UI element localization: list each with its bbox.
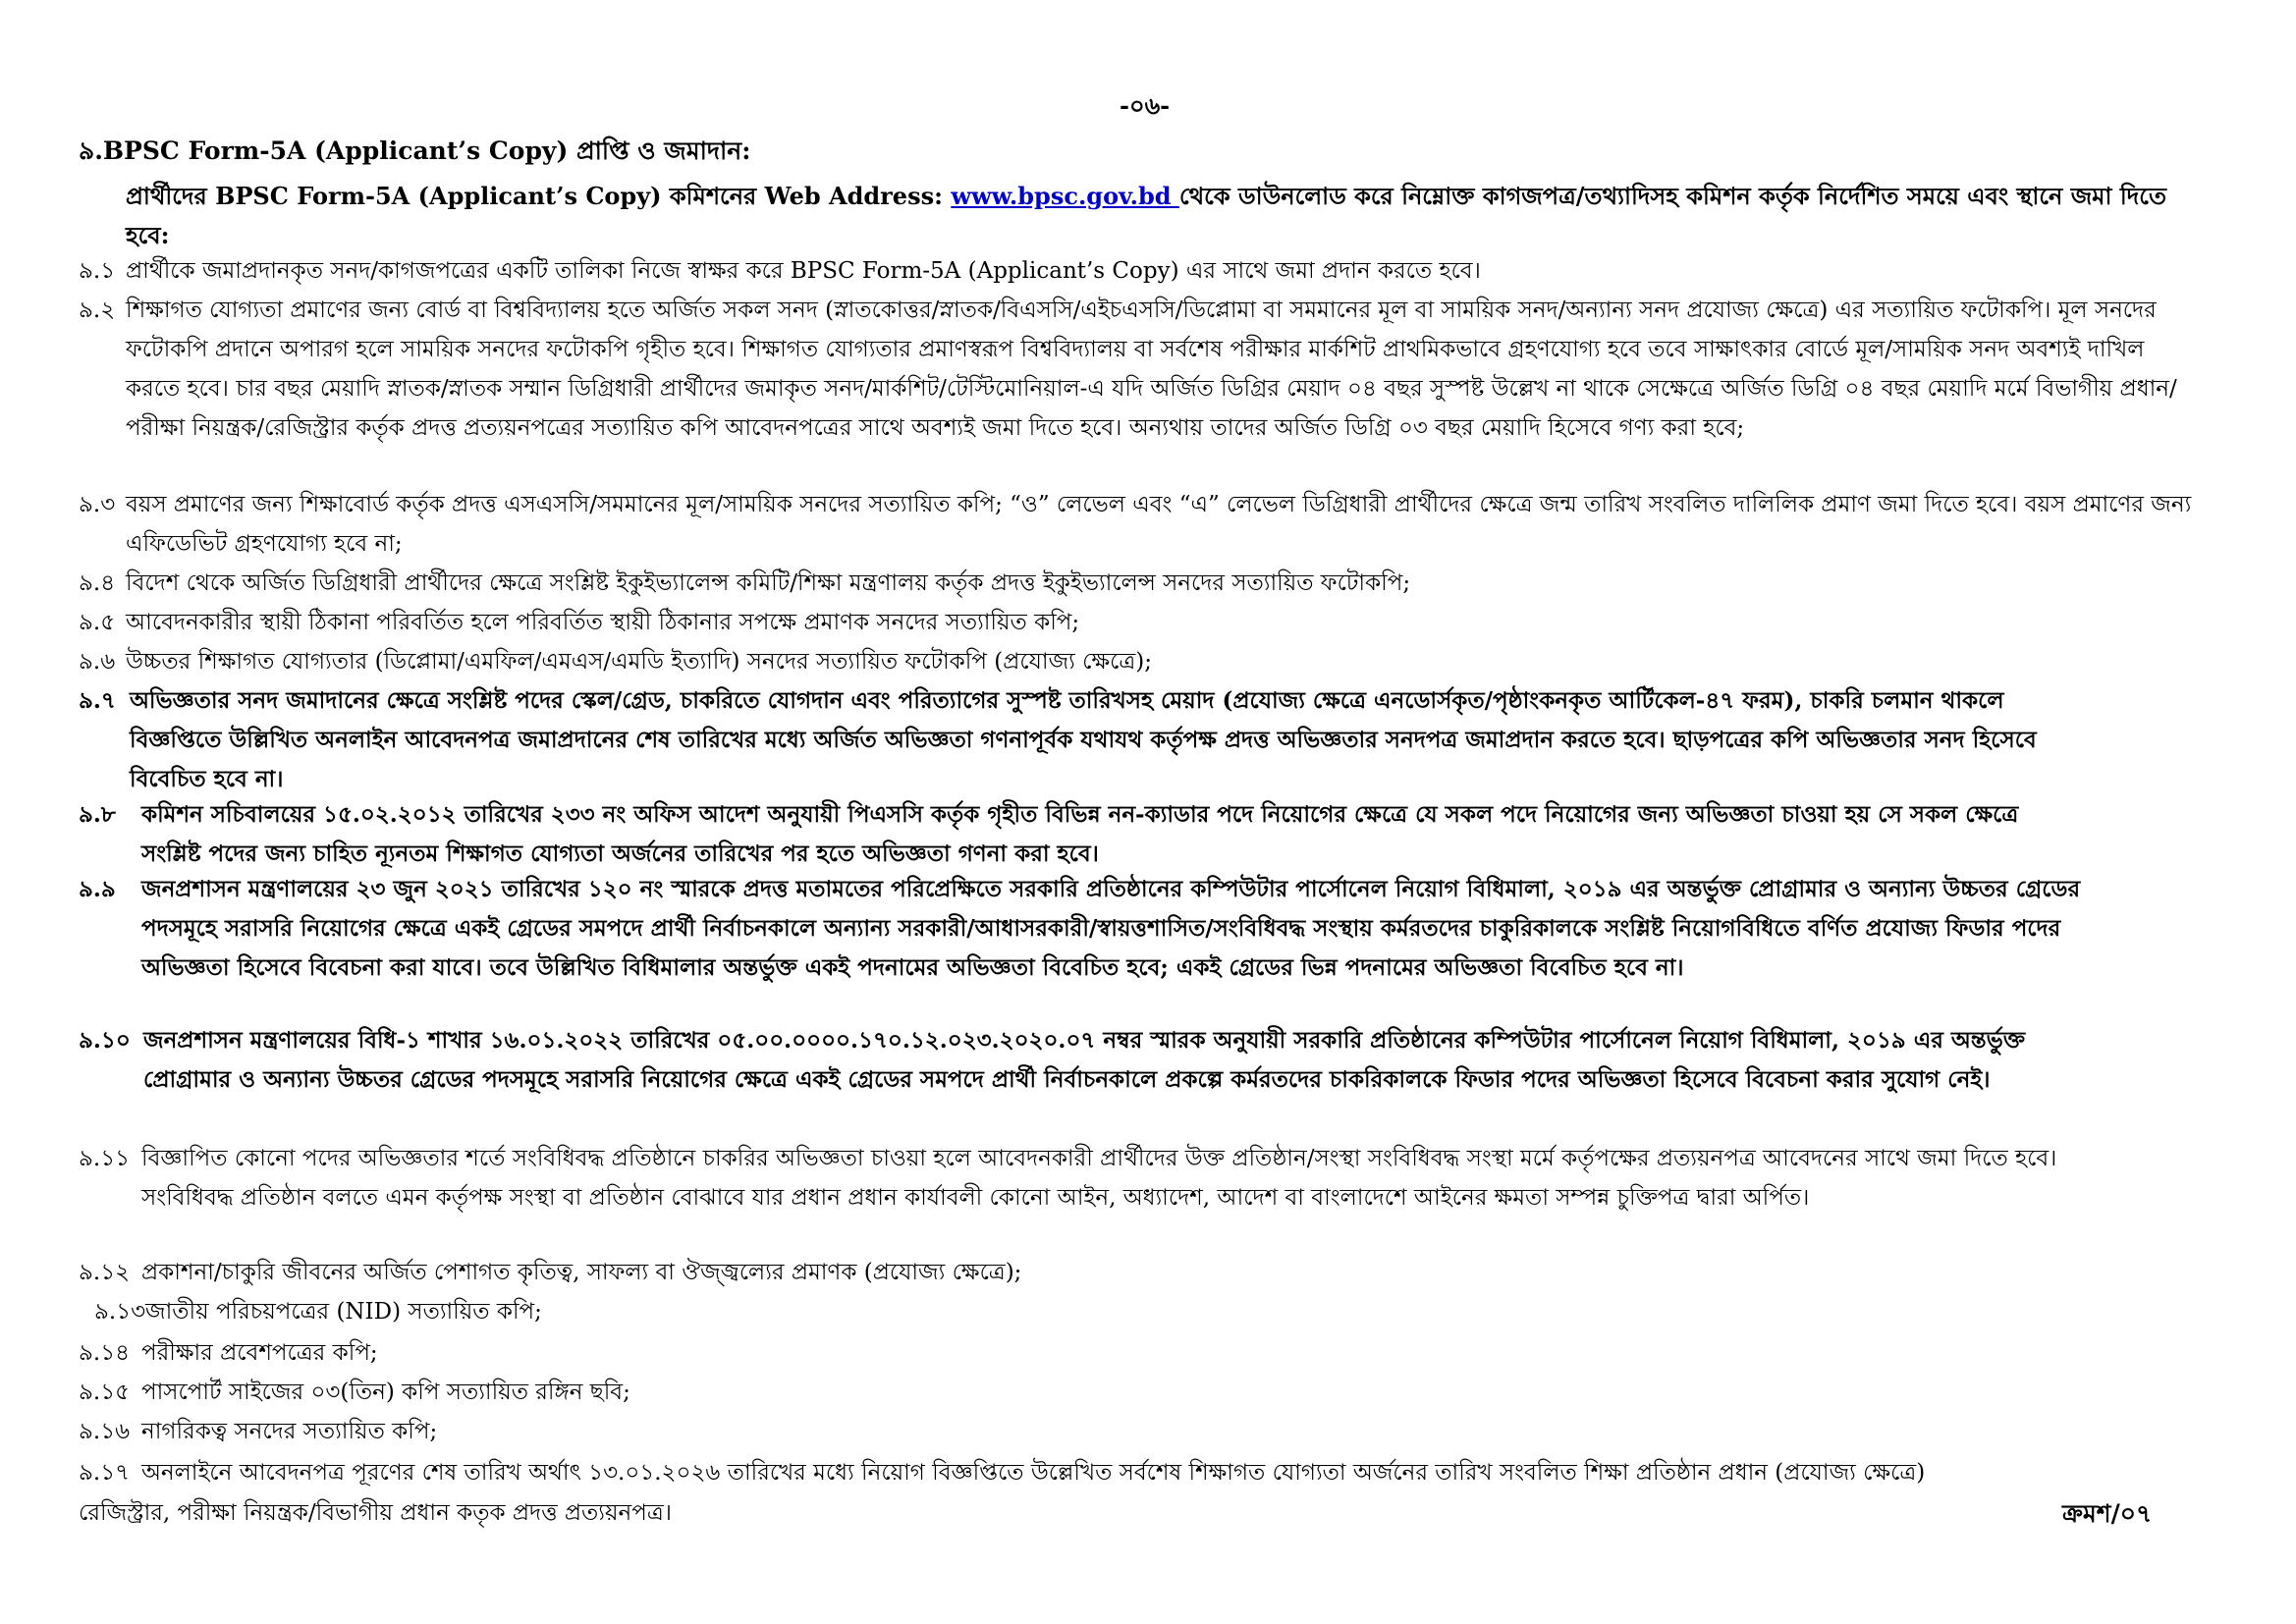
item-text: অভিজ্ঞতার সনদ জমাদানের ক্ষেত্রে সংশ্লিষ্ট পদের স্কেল/গ্রেড, চাকরিতে যোগদান এবং পরিত্যাগের সুস্পষ্ট তারিখসহ মেয়াদ (প্রযোজ্য ক্ষেত্রে এনডোর্সকৃত/পৃষ্ঠাংকনকৃত আর্টিকেল-৪৭ ফরম), চাকরি চলমান থাকলে বিজ্ঞপ্তিতে উল্লিখিত অনলাইন আবেদনপত্র জমাপ্রদানের শেষ তারিখের মধ্যে অর্জিত অভিজ্ঞতা গণনাপূর্বক যথাযথ কর্তৃপক্ষ প্রদত্ত অভিজ্ঞতার সনদপত্র জমাপ্রদান করতে হবে। ছাড়পত্রের কপি অভিজ্ঞতার সনদ হিসেবে বিবেচিত হবে না।	[130, 687, 2037, 792]
item-text: বিজ্ঞাপিত কোনো পদের অভিজ্ঞতার শর্তে সংবিধিবদ্ধ প্রতিষ্ঠানে চাকরির অভিজ্ঞতা চাওয়া হলে আবেদনকারী প্রার্থীদের উক্ত প্রতিষ্ঠান/সংস্থা সংবিধিবদ্ধ সংস্থা মর্মে কর্তৃপক্ষের প্রত্যয়নপত্র আবেদনের সাথে জমা দিতে হবে। সংবিধিবদ্ধ প্রতিষ্ঠান বলতে এমন কর্তৃপক্ষ সংস্থা বা প্রতিষ্ঠান বোঝাবে যার প্রধান প্রধান কার্যাবলী কোনো আইন, অধ্যাদেশ, আদেশ বা বাংলাদেশে আইনের ক্ষমতা সম্পন্ন চুক্তিপত্র দ্বারা অর্পিত।	[141, 1146, 2057, 1211]
list-item	[79, 681, 2082, 799]
item-text: জনপ্রশাসন মন্ত্রণালয়ের ২৩ জুন ২০২১ তারিখের ১২০ নং স্মারকে প্রদত্ত মতামতের পরিপ্রেক্ষিতে সরকারি প্রতিষ্ঠানের কম্পিউটার পার্সোনেল নিয়োগ বিধিমালা, ২০১৯ এর অন্তর্ভুক্ত প্রোগ্রামার ও অন্যান্য উচ্চতর গ্রেডের পদসমূহে সরাসরি নিয়োগের ক্ষেত্রে একই গ্রেডের সমপদে প্রার্থী নির্বাচনকালে অন্যান্য সরকারী/আধাসরকারী/স্বায়ত্তশাসিত/সংবিধিবদ্ধ সংস্থায় কর্মরতদের চাকুরিকালকে সংশ্লিষ্ট নিয়োগবিধিতে বর্ণিত প্রযোজ্য ফিডার পদের অভিজ্ঞতা হিসেবে বিবেচনা করা যাবে। তবে উল্লিখিত বিধিমালার অন্তর্ভুক্ত একই পদনামের অভিজ্ঞতা বিবেচিত হবে; একই গ্রেডের ভিন্ন পদনামের অভিজ্ঞতা বিবেচিত হবে না।	[141, 876, 2081, 981]
list-item	[79, 1373, 2219, 1412]
list-item	[79, 1453, 2219, 1492]
item-text: জনপ্রশাসন মন্ত্রণালয়ের বিধি-১ শাখার ১৬.০১.২০২২ তারিখের ০৫.০০.০০০০.১৭০.১২.০২৩.২০২০.০৭ নম্বর স্মারক অনুযায়ী সরকারি প্রতিষ্ঠানের কম্পিউটার পার্সোনেল নিয়োগ বিধিমালা, ২০১৯ এর অন্তর্ভুক্ত প্রোগ্রামার ও অন্যান্য উচ্চতর গ্রেডের পদসমূহে সরাসরি নিয়োগের ক্ষেত্রে একই গ্রেডের সমপদে প্রার্থী নির্বাচনকালে প্রকল্পে কর্মরতদের চাকরিকালকে ফিডার পদের অভিজ্ঞতা হিসেবে বিবেচনা করার সুযোগ নেই।	[143, 1027, 2026, 1093]
item-number: ৯.৮	[79, 801, 116, 828]
item-text: উচ্চতর শিক্ষাগত যোগ্যতার (ডিপ্লোমা/এমফিল/এমএস/এমডি ইত্যাদি) সনদের সত্যায়িত ফটোকপি (প্রযোজ্য ক্ষেত্রে);	[126, 649, 1152, 675]
item-text: অনলাইনে আবেদনপত্র পূরণের শেষ তারিখ অর্থাৎ ১৩.০১.২০২৬ তারিখের মধ্যে নিয়োগ বিজ্ঞপ্তিতে উল্লেখিত সর্বশেষ শিক্ষাগত যোগ্যতা অর্জনের তারিখ সংবলিত শিক্ষা প্রতিষ্ঠান প্রধান (প্রযোজ্য ক্ষেত্রে)	[141, 1460, 1926, 1486]
list-item	[79, 251, 2219, 291]
continued-marker: ক্রমশ/০৭	[2062, 1499, 2153, 1528]
item-continuation-text: রেজিস্ট্রার, পরীক্ষা নিয়ন্ত্রক/বিভাগীয় প্রধান কতৃক প্রদত্ত প্রত্যয়নপত্র।	[79, 1500, 672, 1526]
list-item	[79, 1253, 2219, 1292]
item-number: ৯.১৬	[79, 1419, 131, 1444]
list-item	[79, 1021, 2082, 1100]
bpsc-website-link[interactable]: www.bpsc.gov.bd	[951, 182, 1179, 210]
item-text: প্রার্থীকে জমাপ্রদানকৃত সনদ/কাগজপত্রের একটি তালিকা নিজে স্বাক্ষর করে BPSC Form-5A (Applicant’s Copy) এর সাথে জমা প্রদান করতে হবে।	[126, 258, 1481, 284]
item-number: ৯.৬	[79, 649, 116, 675]
list-item	[79, 795, 2082, 874]
list-item	[79, 1292, 2219, 1331]
item-text: কমিশন সচিবালয়ের ১৫.০২.২০১২ তারিখের ২৩৩ নং অফিস আদেশ অনুযায়ী পিএসসি কর্তৃক গৃহীত বিভিন্ন নন-ক্যাডার পদে নিয়োগের ক্ষেত্রে যে সকল পদে নিয়োগের জন্য অভিজ্ঞতা চাওয়া হয় সে সকল ক্ষেত্রে সংশ্লিষ্ট পদের জন্য চাহিত ন্যূনতম শিক্ষাগত যোগ্যতা অর্জনের তারিখের পর হতে অভিজ্ঞতা গণনা করা হবে।	[141, 801, 2019, 867]
item-number: ৯.১০	[79, 1027, 131, 1054]
item-text: বয়স প্রমাণের জন্য শিক্ষাবোর্ড কর্তৃক প্রদত্ত এসএসসি/সমমানের মূল/সাময়িক সনদের সত্যায়িত কপি; “ও” লেভেল এবং “এ” লেভেল ডিগ্রিধারী প্রার্থীদের ক্ষেত্রে জন্ম তারিখ সংবলিত দালিলিক প্রমাণ জমা দিতে হবে। বয়স প্রমাণের জন্য এফিডেভিট গ্রহণযোগ্য হবে না;	[126, 492, 2192, 557]
list-item	[79, 1412, 2219, 1451]
item-number: ৯.৪	[79, 570, 116, 596]
item-text: পরীক্ষার প্রবেশপত্রের কপি;	[141, 1340, 378, 1366]
item-number: ৯.৭	[79, 687, 116, 714]
item-text: আবেদনকারীর স্থায়ী ঠিকানা পরিবর্তিত হলে পরিবর্তিত স্থায়ী ঠিকানার সপক্ষে প্রমাণক সনদের সত্যায়িত কপি;	[126, 610, 1080, 635]
section-title: ৯.BPSC Form-5A (Applicant’s Copy) প্রাপ্তি ও জমাদান:	[79, 136, 751, 165]
item-number: ৯.১২	[79, 1260, 131, 1285]
list-item	[79, 291, 2200, 448]
list-item	[79, 1333, 2219, 1373]
list-item	[79, 642, 2219, 681]
item-text: শিক্ষাগত যোগ্যতা প্রমাণের জন্য বোর্ড বা বিশ্ববিদ্যালয় হতে অর্জিত সকল সনদ (স্নাতকোত্তর/স্নাতক/বিএসসি/এইচএসসি/ডিপ্লোমা বা সমমানের মূল বা সাময়িক সনদ/অন্যান্য সনদ প্রযোজ্য ক্ষেত্রে) এর সত্যায়িত ফটোকপি। মূল সনদের ফটোকপি প্রদানে অপারগ হলে সাময়িক সনদের ফটোকপি গৃহীত হবে। শিক্ষাগত যোগ্যতার প্রমাণস্বরূপ বিশ্ববিদ্যালয় বা সর্বশেষ পরীক্ষার মার্কশিট প্রাথমিকভাবে গ্রহণযোগ্য হবে তবে সাক্ষাৎকার বোর্ডে মূল/সাময়িক সনদ অবশ্যই দাখিল করতে হবে। চার বছর মেয়াদি স্নাতক/স্নাতক সম্মান ডিগ্রিধারী প্রার্থীদের জমাকৃত সনদ/মার্কশিট/টেস্টিমোনিয়াল-এ যদি অর্জিত ডিগ্রির মেয়াদ ০৪ বছর সুস্পষ্ট উল্লেখ না থাকে সেক্ষেত্রে অর্জিত ডিগ্রি ০৪ বছর মেয়াদি মর্মে বিভাগীয় প্রধান/পরীক্ষা নিয়ন্ত্রক/রেজিস্ট্রার কর্তৃক প্রদত্ত প্রত্যয়নপত্রের সত্যায়িত কপি আবেদনপত্রের সাথে অবশ্যই জমা দিতে হবে। অন্যথায় তাদের অর্জিত ডিগ্রি ০৩ বছর মেয়াদি হিসেবে গণ্য করা হবে;	[126, 298, 2177, 441]
item-number: ৯.১	[79, 258, 116, 284]
page-number: -০৬-	[1120, 91, 1171, 120]
item-number: ৯.৫	[79, 610, 116, 635]
item-number: ৯.৯	[79, 876, 116, 902]
intro-text-before: প্রার্থীদের BPSC Form-5A (Applicant’s Copy) কমিশনের Web Address:	[126, 182, 952, 210]
item-text: বিদেশ থেকে অর্জিত ডিগ্রিধারী প্রার্থীদের ক্ষেত্রে সংশ্লিষ্ট ইকুইভ্যালেন্স কমিটি/শিক্ষা মন্ত্রণালয় কর্তৃক প্রদত্ত ইকুইভ্যালেন্স সনদের সত্যায়িত ফটোকপি;	[126, 570, 1411, 596]
section-intro	[126, 177, 2198, 255]
list-item	[79, 870, 2102, 988]
item-text: পাসপোর্ট সাইজের ০৩(তিন) কপি সত্যায়িত রঙ্গিন ছবি;	[141, 1380, 630, 1405]
item-text: নাগরিকত্ব সনদের সত্যায়িত কপি;	[141, 1419, 438, 1444]
item-text: প্রকাশনা/চাকুরি জীবনের অর্জিত পেশাগত কৃতিত্ব, সাফল্য বা ঔজ্জ্বল্যের প্রমাণক (প্রযোজ্য ক্ষেত্রে);	[141, 1260, 1022, 1285]
intro-text-after: থেকে ডাউনলোড করে নিম্নোক্ত কাগজপত্র/তথ্যাদিসহ কমিশন কর্তৃক নির্দেশিত সময়ে এবং স্থানে জমা দিতে হবে:	[126, 182, 2166, 249]
item-number: ৯.১৭	[79, 1460, 131, 1486]
list-item	[79, 603, 2219, 642]
item-number: ৯.১৫	[79, 1380, 131, 1405]
item-number: ৯.১১	[79, 1146, 131, 1171]
list-item	[79, 485, 2200, 564]
list-item	[79, 1139, 2092, 1218]
item-number: ৯.৩	[79, 492, 116, 517]
item-text: জাতীয় পরিচয়পত্রের (NID) সত্যায়িত কপি;	[145, 1299, 542, 1325]
item-number: ৯.১৪	[79, 1340, 131, 1366]
item-number: ৯.১৩	[94, 1299, 146, 1325]
item-number: ৯.২	[79, 298, 116, 323]
list-item	[79, 564, 2219, 603]
